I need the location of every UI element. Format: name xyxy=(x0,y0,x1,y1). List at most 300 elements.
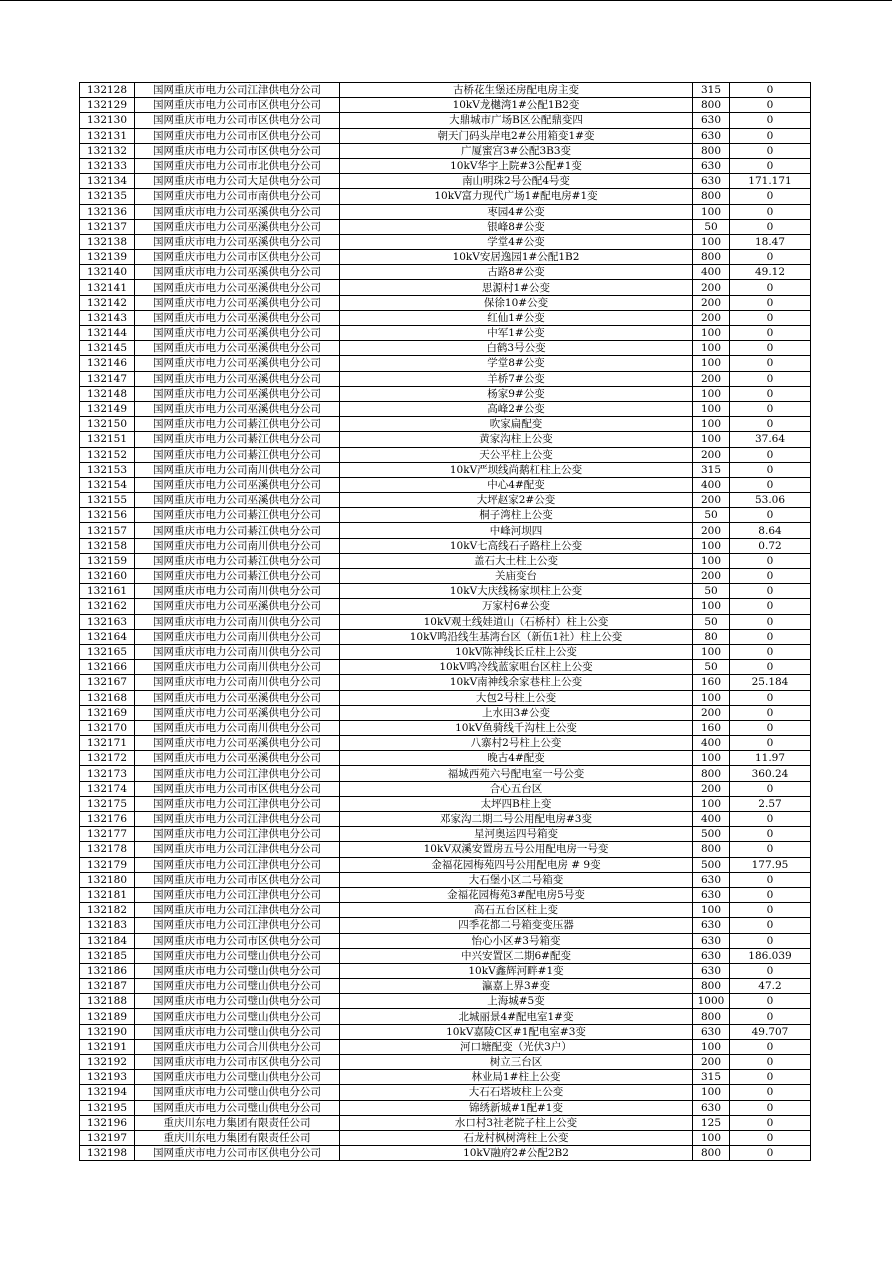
cell-value: 53.06 xyxy=(730,493,811,508)
cell-transformer-name: 古桥花生堡还房配电房主变 xyxy=(340,83,693,98)
cell-value: 0 xyxy=(730,219,811,234)
cell-id: 132147 xyxy=(80,371,135,386)
table-row xyxy=(80,948,811,963)
cell-capacity: 100 xyxy=(693,401,730,416)
cell-value: 0 xyxy=(730,569,811,584)
cell-capacity: 80 xyxy=(693,629,730,644)
cell-value: 0 xyxy=(730,1115,811,1130)
table-row xyxy=(80,1055,811,1070)
table-row xyxy=(80,310,811,325)
cell-id: 132145 xyxy=(80,341,135,356)
cell-company: 国网重庆市电力公司南川供电分公司 xyxy=(135,629,340,644)
cell-transformer-name: 10kV鱼骑线千沟柱上公变 xyxy=(340,720,693,735)
cell-transformer-name: 怡心小区#3号箱变 xyxy=(340,933,693,948)
cell-company: 国网重庆市电力公司南川供电分公司 xyxy=(135,614,340,629)
table-row xyxy=(80,523,811,538)
table-row xyxy=(80,143,811,158)
table-row xyxy=(80,401,811,416)
cell-id: 132193 xyxy=(80,1070,135,1085)
cell-company: 国网重庆市电力公司南川供电分公司 xyxy=(135,675,340,690)
cell-id: 132198 xyxy=(80,1146,135,1161)
cell-id: 132171 xyxy=(80,736,135,751)
cell-id: 132135 xyxy=(80,189,135,204)
cell-transformer-name: 高峰2#公变 xyxy=(340,401,693,416)
cell-capacity: 200 xyxy=(693,781,730,796)
cell-id: 132187 xyxy=(80,979,135,994)
cell-company: 国网重庆市电力公司巫溪供电分公司 xyxy=(135,280,340,295)
cell-value: 0 xyxy=(730,690,811,705)
cell-company: 国网重庆市电力公司璧山供电分公司 xyxy=(135,948,340,963)
table-row xyxy=(80,447,811,462)
cell-company: 国网重庆市电力公司巫溪供电分公司 xyxy=(135,265,340,280)
cell-transformer-name: 10kV大庆线杨家坝柱上公变 xyxy=(340,584,693,599)
table-row xyxy=(80,98,811,113)
table-row xyxy=(80,234,811,249)
cell-transformer-name: 中兴安置区二期6#配变 xyxy=(340,948,693,963)
cell-capacity: 800 xyxy=(693,143,730,158)
cell-transformer-name: 金福花园梅苑3#配电房5号变 xyxy=(340,887,693,902)
cell-id: 132137 xyxy=(80,219,135,234)
cell-transformer-name: 思源村1#公变 xyxy=(340,280,693,295)
cell-id: 132160 xyxy=(80,569,135,584)
cell-capacity: 125 xyxy=(693,1115,730,1130)
table-row xyxy=(80,569,811,584)
table-row xyxy=(80,371,811,386)
cell-value: 0 xyxy=(730,933,811,948)
cell-transformer-name: 四季花都二号箱变变压器 xyxy=(340,918,693,933)
cell-id: 132168 xyxy=(80,690,135,705)
cell-value: 171.171 xyxy=(730,174,811,189)
cell-value: 0 xyxy=(730,994,811,1009)
cell-id: 132143 xyxy=(80,310,135,325)
cell-transformer-name: 高石五台区柱上变 xyxy=(340,903,693,918)
cell-company: 国网重庆市电力公司巫溪供电分公司 xyxy=(135,234,340,249)
cell-capacity: 630 xyxy=(693,174,730,189)
cell-value: 0 xyxy=(730,280,811,295)
cell-transformer-name: 大鼎城市广场B区公配鼎变四 xyxy=(340,113,693,128)
cell-transformer-name: 中心4#配变 xyxy=(340,477,693,492)
cell-value: 0 xyxy=(730,98,811,113)
cell-capacity: 800 xyxy=(693,766,730,781)
cell-capacity: 800 xyxy=(693,1146,730,1161)
cell-capacity: 200 xyxy=(693,447,730,462)
cell-value: 0 xyxy=(730,705,811,720)
cell-id: 132176 xyxy=(80,812,135,827)
cell-transformer-name: 10kV观土线娃道山（石桥村）柱上公变 xyxy=(340,614,693,629)
cell-value: 0 xyxy=(730,599,811,614)
cell-id: 132157 xyxy=(80,523,135,538)
cell-value: 0 xyxy=(730,963,811,978)
cell-id: 132183 xyxy=(80,918,135,933)
table-row xyxy=(80,903,811,918)
cell-capacity: 200 xyxy=(693,523,730,538)
table-row xyxy=(80,751,811,766)
cell-id: 132169 xyxy=(80,705,135,720)
cell-value: 11.97 xyxy=(730,751,811,766)
cell-capacity: 50 xyxy=(693,660,730,675)
table-row xyxy=(80,781,811,796)
table-row xyxy=(80,553,811,568)
cell-transformer-name: 白鹤3号公变 xyxy=(340,341,693,356)
table-row xyxy=(80,326,811,341)
cell-id: 132189 xyxy=(80,1009,135,1024)
table-row xyxy=(80,295,811,310)
cell-value: 0 xyxy=(730,614,811,629)
cell-value: 0 xyxy=(730,462,811,477)
cell-company: 国网重庆市电力公司巫溪供电分公司 xyxy=(135,477,340,492)
cell-id: 132130 xyxy=(80,113,135,128)
cell-value: 49.707 xyxy=(730,1024,811,1039)
cell-value: 49.12 xyxy=(730,265,811,280)
cell-capacity: 630 xyxy=(693,113,730,128)
cell-capacity: 630 xyxy=(693,128,730,143)
table-row xyxy=(80,1115,811,1130)
cell-transformer-name: 星河奥运四号箱变 xyxy=(340,827,693,842)
cell-id: 132151 xyxy=(80,432,135,447)
cell-company: 国网重庆市电力公司江津供电分公司 xyxy=(135,812,340,827)
cell-company: 国网重庆市电力公司江津供电分公司 xyxy=(135,887,340,902)
cell-company: 国网重庆市电力公司巫溪供电分公司 xyxy=(135,295,340,310)
table-row xyxy=(80,1085,811,1100)
cell-id: 132179 xyxy=(80,857,135,872)
cell-company: 国网重庆市电力公司市区供电分公司 xyxy=(135,128,340,143)
cell-company: 国网重庆市电力公司巫溪供电分公司 xyxy=(135,690,340,705)
cell-capacity: 800 xyxy=(693,98,730,113)
cell-capacity: 200 xyxy=(693,569,730,584)
cell-transformer-name: 10kV富力现代广场1#配电房#1变 xyxy=(340,189,693,204)
cell-transformer-name: 10kV安居逸园1#公配1B2 xyxy=(340,250,693,265)
cell-company: 国网重庆市电力公司江津供电分公司 xyxy=(135,918,340,933)
cell-value: 0 xyxy=(730,250,811,265)
cell-capacity: 100 xyxy=(693,341,730,356)
cell-value: 47.2 xyxy=(730,979,811,994)
cell-company: 国网重庆市电力公司市区供电分公司 xyxy=(135,250,340,265)
cell-company: 国网重庆市电力公司南川供电分公司 xyxy=(135,538,340,553)
cell-value: 0 xyxy=(730,83,811,98)
table-row xyxy=(80,1039,811,1054)
cell-company: 国网重庆市电力公司市区供电分公司 xyxy=(135,781,340,796)
cell-id: 132192 xyxy=(80,1055,135,1070)
cell-transformer-name: 太坪四B柱上变 xyxy=(340,796,693,811)
cell-transformer-name: 河口塘配变（光伏3户） xyxy=(340,1039,693,1054)
cell-value: 0 xyxy=(730,341,811,356)
cell-capacity: 100 xyxy=(693,204,730,219)
cell-capacity: 400 xyxy=(693,736,730,751)
cell-company: 国网重庆市电力公司巫溪供电分公司 xyxy=(135,219,340,234)
cell-company: 国网重庆市电力公司巫溪供电分公司 xyxy=(135,736,340,751)
cell-capacity: 100 xyxy=(693,326,730,341)
cell-company: 国网重庆市电力公司市区供电分公司 xyxy=(135,98,340,113)
cell-company: 国网重庆市电力公司巫溪供电分公司 xyxy=(135,356,340,371)
cell-company: 国网重庆市电力公司巫溪供电分公司 xyxy=(135,326,340,341)
table-row xyxy=(80,477,811,492)
cell-capacity: 50 xyxy=(693,614,730,629)
table-row xyxy=(80,113,811,128)
table-row xyxy=(80,690,811,705)
cell-company: 国网重庆市电力公司璧山供电分公司 xyxy=(135,994,340,1009)
table-row xyxy=(80,508,811,523)
table-row xyxy=(80,812,811,827)
table-row xyxy=(80,979,811,994)
cell-transformer-name: 红仙1#公变 xyxy=(340,310,693,325)
cell-id: 132163 xyxy=(80,614,135,629)
cell-id: 132158 xyxy=(80,538,135,553)
cell-capacity: 630 xyxy=(693,887,730,902)
cell-company: 国网重庆市电力公司市区供电分公司 xyxy=(135,872,340,887)
table-row xyxy=(80,705,811,720)
cell-value: 0 xyxy=(730,401,811,416)
cell-transformer-name: 10kV南神线余家巷柱上公变 xyxy=(340,675,693,690)
cell-capacity: 500 xyxy=(693,857,730,872)
table-row xyxy=(80,872,811,887)
cell-id: 132161 xyxy=(80,584,135,599)
cell-value: 0 xyxy=(730,1009,811,1024)
cell-capacity: 315 xyxy=(693,83,730,98)
cell-company: 国网重庆市电力公司巫溪供电分公司 xyxy=(135,386,340,401)
table-row xyxy=(80,128,811,143)
cell-id: 132194 xyxy=(80,1085,135,1100)
cell-company: 国网重庆市电力公司江津供电分公司 xyxy=(135,83,340,98)
cell-capacity: 100 xyxy=(693,1085,730,1100)
cell-value: 0 xyxy=(730,736,811,751)
cell-company: 国网重庆市电力公司南川供电分公司 xyxy=(135,660,340,675)
cell-value: 0 xyxy=(730,812,811,827)
cell-capacity: 630 xyxy=(693,948,730,963)
cell-capacity: 200 xyxy=(693,705,730,720)
cell-id: 132133 xyxy=(80,158,135,173)
cell-capacity: 800 xyxy=(693,842,730,857)
cell-capacity: 100 xyxy=(693,356,730,371)
cell-id: 132184 xyxy=(80,933,135,948)
cell-id: 132190 xyxy=(80,1024,135,1039)
cell-id: 132196 xyxy=(80,1115,135,1130)
cell-company: 国网重庆市电力公司南川供电分公司 xyxy=(135,584,340,599)
cell-transformer-name: 保徐10#公变 xyxy=(340,295,693,310)
cell-capacity: 200 xyxy=(693,295,730,310)
cell-company: 国网重庆市电力公司綦江供电分公司 xyxy=(135,417,340,432)
cell-capacity: 100 xyxy=(693,1039,730,1054)
cell-capacity: 315 xyxy=(693,462,730,477)
table-row xyxy=(80,675,811,690)
table-row xyxy=(80,1130,811,1145)
cell-company: 国网重庆市电力公司綦江供电分公司 xyxy=(135,432,340,447)
cell-company: 国网重庆市电力公司市区供电分公司 xyxy=(135,933,340,948)
cell-value: 0 xyxy=(730,310,811,325)
cell-transformer-name: 中军1#公变 xyxy=(340,326,693,341)
cell-value: 0 xyxy=(730,326,811,341)
cell-id: 132166 xyxy=(80,660,135,675)
table-row xyxy=(80,629,811,644)
cell-capacity: 100 xyxy=(693,386,730,401)
cell-id: 132132 xyxy=(80,143,135,158)
cell-transformer-name: 桐子湾柱上公变 xyxy=(340,508,693,523)
cell-capacity: 100 xyxy=(693,432,730,447)
cell-transformer-name: 10kV华宇上院#3公配#1变 xyxy=(340,158,693,173)
cell-value: 8.64 xyxy=(730,523,811,538)
cell-capacity: 100 xyxy=(693,234,730,249)
table-row xyxy=(80,660,811,675)
cell-value: 0 xyxy=(730,158,811,173)
table-row xyxy=(80,994,811,1009)
table-row xyxy=(80,644,811,659)
cell-company: 国网重庆市电力公司璧山供电分公司 xyxy=(135,1070,340,1085)
cell-transformer-name: 杨家9#公变 xyxy=(340,386,693,401)
cell-company: 重庆川东电力集团有限责任公司 xyxy=(135,1130,340,1145)
cell-id: 132188 xyxy=(80,994,135,1009)
cell-value: 0 xyxy=(730,903,811,918)
cell-capacity: 630 xyxy=(693,872,730,887)
cell-transformer-name: 瀛嘉上界3#变 xyxy=(340,979,693,994)
cell-company: 国网重庆市电力公司綦江供电分公司 xyxy=(135,508,340,523)
cell-value: 0 xyxy=(730,842,811,857)
cell-capacity: 630 xyxy=(693,963,730,978)
cell-value: 0 xyxy=(730,660,811,675)
cell-id: 132164 xyxy=(80,629,135,644)
cell-transformer-name: 锦绣新城#1配#1变 xyxy=(340,1100,693,1115)
cell-capacity: 400 xyxy=(693,265,730,280)
cell-capacity: 100 xyxy=(693,1130,730,1145)
cell-capacity: 800 xyxy=(693,1009,730,1024)
cell-value: 0 xyxy=(730,447,811,462)
cell-company: 国网重庆市电力公司綦江供电分公司 xyxy=(135,553,340,568)
cell-transformer-name: 10kV鸣冷线蓝家咀台区柱上公变 xyxy=(340,660,693,675)
table-row xyxy=(80,796,811,811)
cell-id: 132142 xyxy=(80,295,135,310)
table-row xyxy=(80,736,811,751)
cell-transformer-name: 古路8#公变 xyxy=(340,265,693,280)
cell-id: 132174 xyxy=(80,781,135,796)
table-row xyxy=(80,887,811,902)
cell-value: 0 xyxy=(730,584,811,599)
cell-capacity: 100 xyxy=(693,903,730,918)
table-row xyxy=(80,933,811,948)
cell-capacity: 400 xyxy=(693,812,730,827)
cell-company: 国网重庆市电力公司巫溪供电分公司 xyxy=(135,705,340,720)
cell-transformer-name: 邓家沟二期二号公用配电房#3变 xyxy=(340,812,693,827)
table-row xyxy=(80,599,811,614)
cell-company: 国网重庆市电力公司市区供电分公司 xyxy=(135,113,340,128)
table-body xyxy=(80,83,811,1161)
cell-company: 国网重庆市电力公司南川供电分公司 xyxy=(135,462,340,477)
cell-id: 132148 xyxy=(80,386,135,401)
cell-value: 0 xyxy=(730,1100,811,1115)
cell-id: 132186 xyxy=(80,963,135,978)
cell-transformer-name: 10kV陈神线长丘柱上公变 xyxy=(340,644,693,659)
cell-capacity: 200 xyxy=(693,1055,730,1070)
cell-value: 177.95 xyxy=(730,857,811,872)
cell-transformer-name: 羊桥7#公变 xyxy=(340,371,693,386)
cell-id: 132170 xyxy=(80,720,135,735)
cell-transformer-name: 10kV七高线石子路柱上公变 xyxy=(340,538,693,553)
cell-value: 0 xyxy=(730,1070,811,1085)
cell-company: 国网重庆市电力公司璧山供电分公司 xyxy=(135,1009,340,1024)
cell-capacity: 100 xyxy=(693,538,730,553)
cell-capacity: 100 xyxy=(693,690,730,705)
cell-value: 0 xyxy=(730,629,811,644)
cell-id: 132138 xyxy=(80,234,135,249)
cell-id: 132144 xyxy=(80,326,135,341)
cell-id: 132131 xyxy=(80,128,135,143)
cell-value: 0 xyxy=(730,128,811,143)
cell-company: 国网重庆市电力公司江津供电分公司 xyxy=(135,857,340,872)
cell-transformer-name: 10kV双溪安置房五号公用配电房一号变 xyxy=(340,842,693,857)
table-row xyxy=(80,462,811,477)
cell-value: 0 xyxy=(730,827,811,842)
cell-id: 132156 xyxy=(80,508,135,523)
cell-capacity: 1000 xyxy=(693,994,730,1009)
cell-transformer-name: 福城西苑六号配电室一号公变 xyxy=(340,766,693,781)
cell-value: 0 xyxy=(730,477,811,492)
cell-id: 132173 xyxy=(80,766,135,781)
cell-value: 0 xyxy=(730,1055,811,1070)
cell-capacity: 800 xyxy=(693,979,730,994)
cell-id: 132182 xyxy=(80,903,135,918)
cell-value: 0 xyxy=(730,508,811,523)
cell-company: 国网重庆市电力公司巫溪供电分公司 xyxy=(135,751,340,766)
cell-transformer-name: 晚古4#配变 xyxy=(340,751,693,766)
table-row xyxy=(80,341,811,356)
cell-transformer-name: 10kV鑫辉河畔#1变 xyxy=(340,963,693,978)
table-row xyxy=(80,842,811,857)
cell-id: 132152 xyxy=(80,447,135,462)
cell-capacity: 100 xyxy=(693,751,730,766)
table-row xyxy=(80,538,811,553)
cell-value: 25.184 xyxy=(730,675,811,690)
cell-value: 0 xyxy=(730,553,811,568)
cell-value: 0 xyxy=(730,356,811,371)
cell-capacity: 400 xyxy=(693,477,730,492)
cell-id: 132181 xyxy=(80,887,135,902)
cell-transformer-name: 10kV融府2#公配2B2 xyxy=(340,1146,693,1161)
cell-transformer-name: 金福花园梅苑四号公用配电房 # 9变 xyxy=(340,857,693,872)
cell-capacity: 800 xyxy=(693,189,730,204)
cell-transformer-name: 枣园4#公变 xyxy=(340,204,693,219)
cell-company: 国网重庆市电力公司市区供电分公司 xyxy=(135,143,340,158)
table-row xyxy=(80,83,811,98)
table-row xyxy=(80,189,811,204)
cell-id: 132172 xyxy=(80,751,135,766)
table-row xyxy=(80,918,811,933)
cell-capacity: 200 xyxy=(693,493,730,508)
cell-company: 国网重庆市电力公司璧山供电分公司 xyxy=(135,1100,340,1115)
table-row xyxy=(80,1070,811,1085)
table-row xyxy=(80,219,811,234)
cell-id: 132177 xyxy=(80,827,135,842)
cell-id: 132195 xyxy=(80,1100,135,1115)
table-row xyxy=(80,963,811,978)
cell-capacity: 50 xyxy=(693,508,730,523)
cell-company: 国网重庆市电力公司市区供电分公司 xyxy=(135,1055,340,1070)
cell-transformer-name: 吹家扁配变 xyxy=(340,417,693,432)
cell-id: 132197 xyxy=(80,1130,135,1145)
cell-capacity: 630 xyxy=(693,1024,730,1039)
cell-company: 国网重庆市电力公司巫溪供电分公司 xyxy=(135,401,340,416)
table-row xyxy=(80,857,811,872)
cell-value: 0 xyxy=(730,1130,811,1145)
cell-value: 37.64 xyxy=(730,432,811,447)
cell-transformer-name: 八寨村2号柱上公变 xyxy=(340,736,693,751)
cell-value: 0 xyxy=(730,720,811,735)
table-row xyxy=(80,174,811,189)
cell-id: 132146 xyxy=(80,356,135,371)
cell-company: 国网重庆市电力公司璧山供电分公司 xyxy=(135,1085,340,1100)
cell-capacity: 200 xyxy=(693,280,730,295)
cell-company: 国网重庆市电力公司南川供电分公司 xyxy=(135,720,340,735)
cell-value: 0.72 xyxy=(730,538,811,553)
cell-company: 国网重庆市电力公司巫溪供电分公司 xyxy=(135,371,340,386)
table-row xyxy=(80,280,811,295)
cell-id: 132180 xyxy=(80,872,135,887)
